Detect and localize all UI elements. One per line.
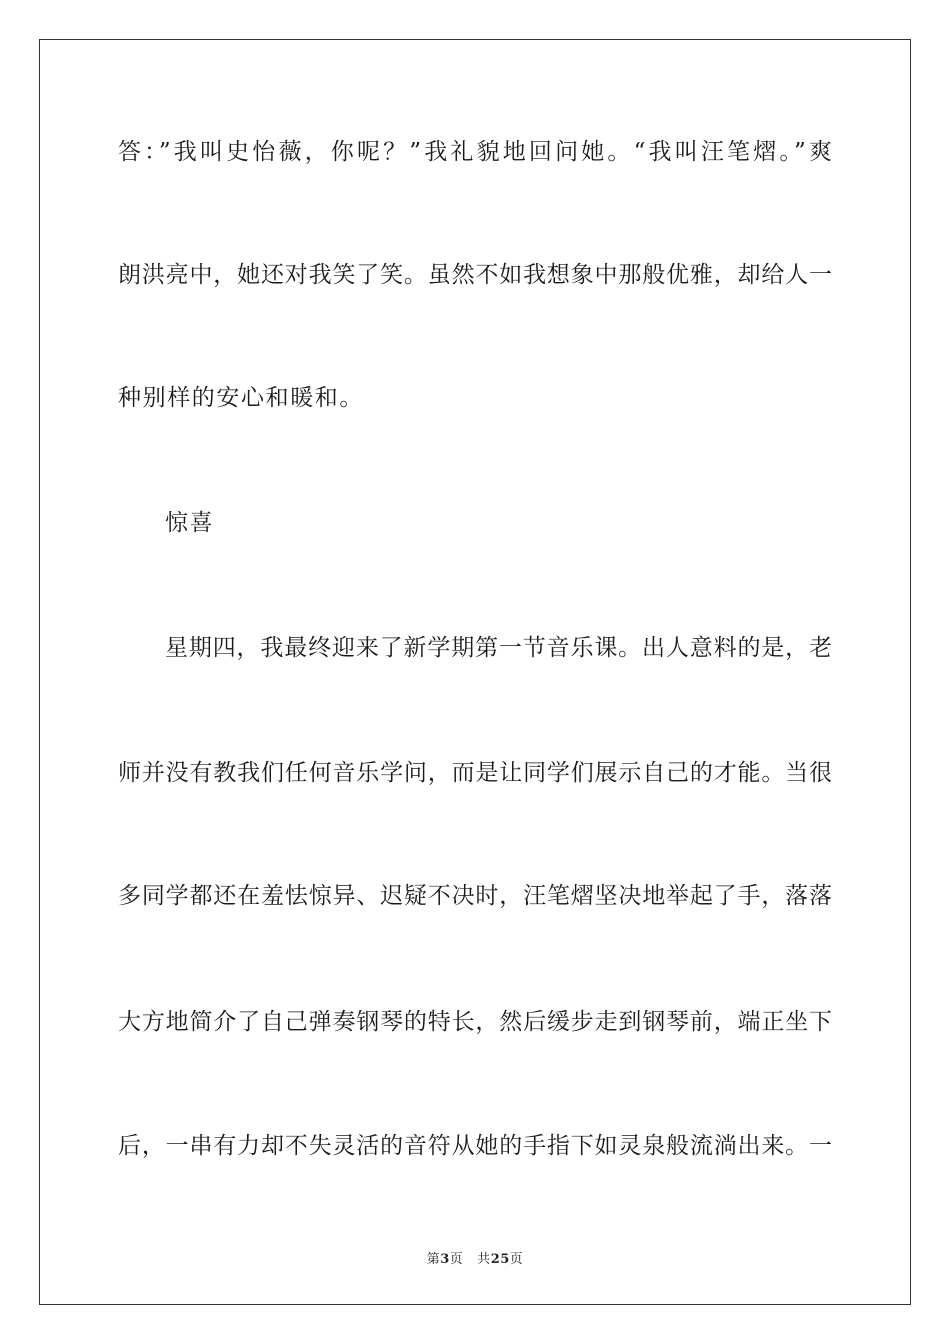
paragraph-line-5: 师并没有教我们任何音乐学问，而是让同学们展示自己的才能。当很: [118, 760, 832, 786]
footer-total-suffix: 页: [509, 1252, 524, 1267]
paragraph-line-3: 种别样的安心和暖和。: [118, 385, 364, 411]
footer-page-number: 3: [440, 1252, 450, 1267]
paragraph-line-7: 大方地简介了自己弹奏钢琴的特长，然后缓步走到钢琴前，端正坐下: [118, 1009, 832, 1035]
footer-total-pages: 25: [490, 1252, 510, 1267]
paragraph-line-1: 答：”我叫史怡薇，你呢？”我礼貌地回问她。“我叫汪笔熠。”爽: [118, 139, 832, 165]
paragraph-line-4: 星期四，我最终迎来了新学期第一节音乐课。出人意料的是，老: [165, 635, 832, 661]
page-border: [39, 39, 911, 1305]
paragraph-line-8: 后，一串有力却不失灵活的音符从她的手指下如灵泉般流淌出来。一: [118, 1133, 832, 1159]
paragraph-line-2: 朗洪亮中，她还对我笑了笑。虽然不如我想象中那般优雅，却给人一: [118, 262, 832, 288]
footer-total-prefix: 共: [477, 1252, 491, 1267]
footer-page-prefix: 第: [426, 1252, 441, 1267]
section-heading: 惊喜: [165, 510, 215, 536]
page-footer: [0, 1248, 950, 1267]
paragraph-line-6: 多同学都还在羞怯惊异、迟疑不决时，汪笔熠坚决地举起了手，落落: [118, 883, 832, 909]
footer-page-suffix: 页: [449, 1252, 464, 1267]
